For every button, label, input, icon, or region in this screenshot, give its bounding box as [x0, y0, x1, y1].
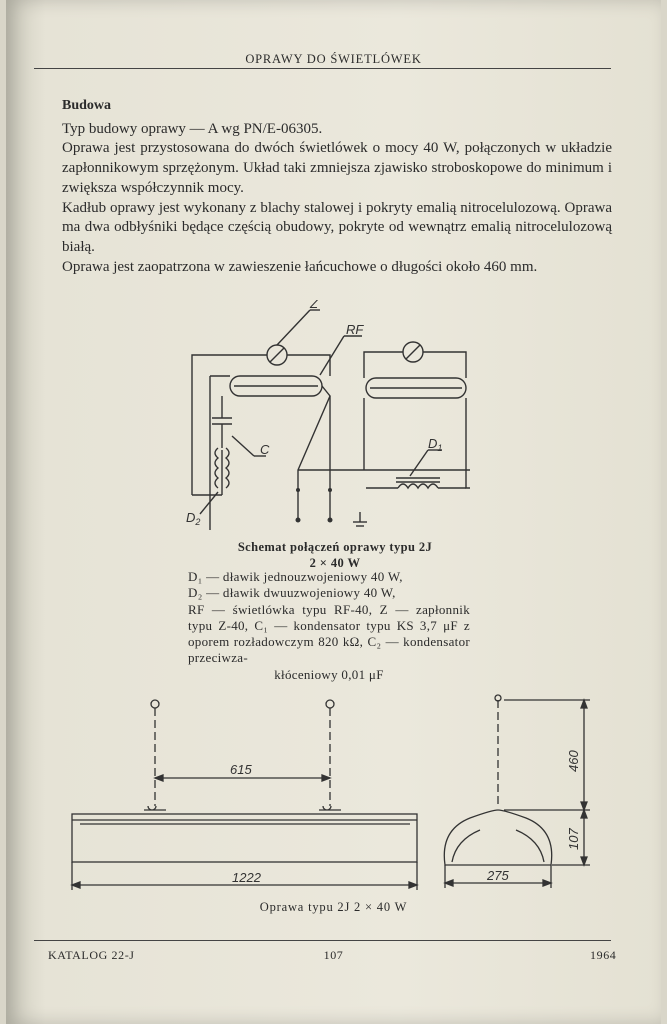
legend-line: kłóceniowy 0,01 μF	[274, 666, 384, 682]
dim-height: 107	[566, 828, 581, 850]
fixture-body-side	[444, 810, 551, 865]
footer-catalog: KATALOG 22-J	[48, 948, 135, 962]
chain-hook-right	[326, 700, 334, 708]
page-number: 107	[323, 948, 344, 962]
legend-line: D₂ — dławik dwuuzwojeniowy 40 W,	[188, 585, 396, 601]
label-c: C	[260, 442, 270, 457]
label-z: Z	[310, 300, 318, 311]
footer-year: 1964	[590, 948, 617, 962]
section-heading: Budowa	[62, 98, 112, 113]
dim-chain: 460	[566, 750, 581, 772]
dim-length: 1222	[232, 870, 261, 885]
schematic-title	[190, 539, 480, 571]
paragraph: Oprawa jest przystosowana do dwóch świetlówek o mocy 40 W, połączonych w układzie zapłonnikowym sprzężonym. Układ taki zmniejsza zjawisko stroboskopowe do minimum i zwiększa współczynnik mocy.	[62, 140, 612, 196]
schematic-legend	[188, 569, 470, 683]
paragraph: Oprawa jest zaopatrzona w zawieszenie łańcuchowe o długości około 460 mm.	[62, 258, 538, 275]
legend-line: D₁ — dławik jednouzwojeniowy 40 W,	[188, 569, 403, 584]
label-rf: RF	[346, 322, 364, 337]
chain-hook-left	[151, 700, 159, 708]
paragraph: Kadłub oprawy jest wykonany z blachy stalowej i pokryty emalią nitrocelulozową. Oprawa ma dwa odbłyśniki będące częścią obudowy, pokryte od wewnątrz emalią nitrocelulozową białą.	[62, 199, 612, 255]
schematic-title-line2: 2 × 40 W	[309, 556, 361, 570]
dim-width: 275	[487, 868, 509, 883]
body-text	[62, 96, 612, 277]
paragraph: Typ budowy oprawy — A wg PN/E-06305.	[62, 120, 323, 137]
wiring-schematic	[170, 300, 490, 530]
fixture-body-front	[72, 814, 417, 862]
label-d1: $D_1$	[428, 436, 443, 453]
legend-line: RF — świetlówka typu RF-40, Z — zapłonnik typu Z-40, C₁ — kondensator typu KS 3,7 μF z oporem rozładowczym 820 kΩ, C₂ — kondensator przeciwza-	[188, 601, 470, 666]
schematic-title-line1: Schemat połączeń oprawy typu 2J	[237, 540, 433, 554]
label-d2: $D_2$	[186, 510, 201, 527]
ballast-d1	[398, 484, 438, 488]
header-rule	[34, 68, 611, 69]
dim-spacing: 615	[230, 762, 252, 777]
fixture-drawing	[60, 690, 620, 895]
ballast-d2	[215, 448, 218, 488]
footer-rule	[34, 940, 611, 941]
fixture-caption: Oprawa typu 2J 2 × 40 W	[259, 900, 408, 914]
running-header: OPRAWY DO ŚWIETLÓWEK	[245, 52, 422, 66]
